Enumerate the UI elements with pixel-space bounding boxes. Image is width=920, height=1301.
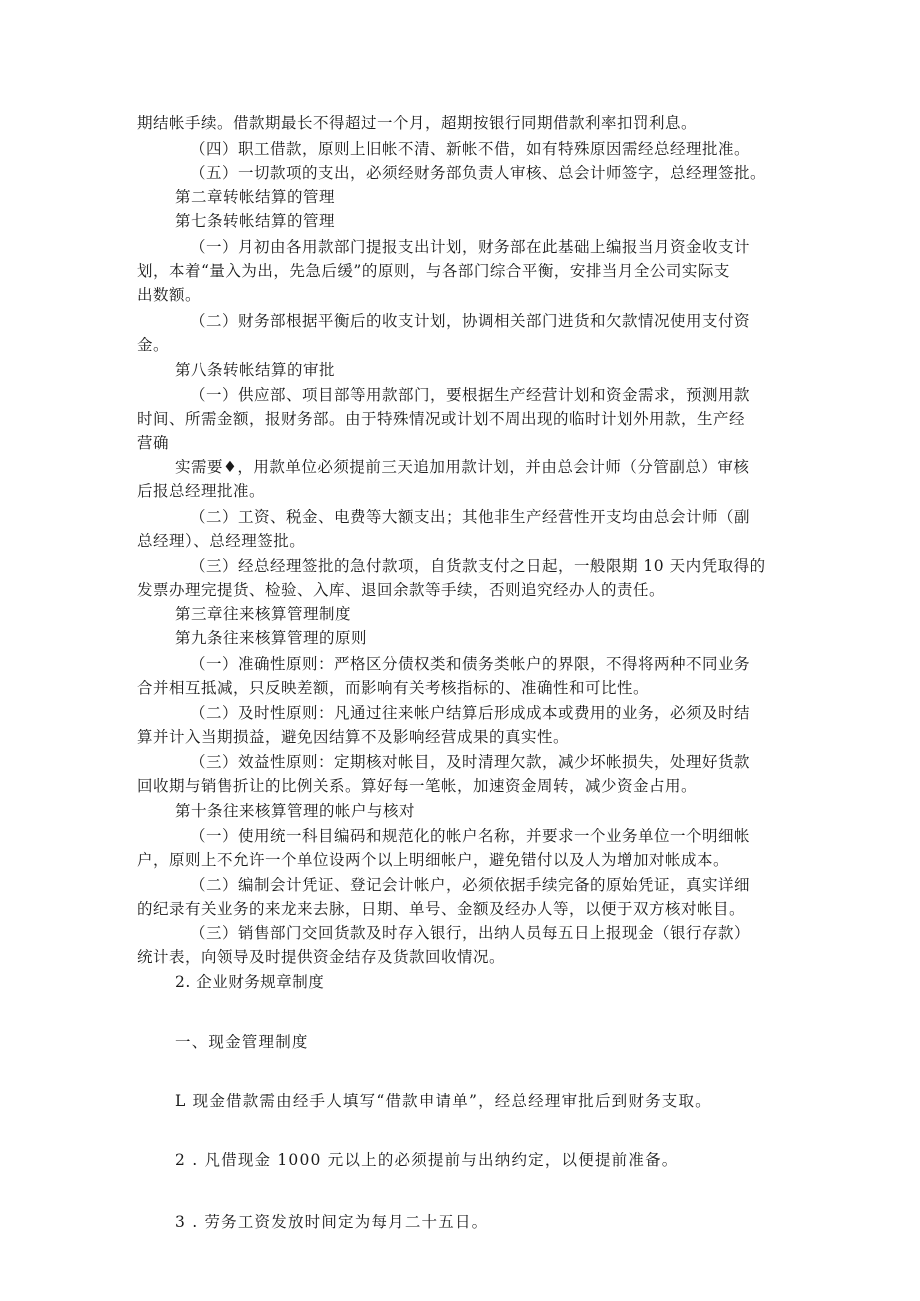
article-heading: 第九条往来核算管理的原则 [175, 629, 368, 647]
text-line: （一）准确性原则：严格区分债权类和债务类帐户的界限，不得将两种不同业务 [190, 655, 751, 673]
text-line: 回收期与销售折让的比例关系。算好每一笔帐，加速资金周转，减少资金占用。 [137, 777, 698, 795]
text-line: （二）及时性原则：凡通过往来帐户结算后形成成本或费用的业务，必须及时结 [190, 704, 751, 722]
text-line: 统计表，向领导及时提供资金结存及货款回收情况。 [137, 948, 506, 966]
text-line: 后报总经理批准。 [137, 482, 266, 500]
text-line: 户，原则上不允许一个单位设两个以上明细帐户，避免错付以及人为增加对帐成本。 [137, 851, 730, 869]
section-heading: 2. 企业财务规章制度 [175, 973, 325, 991]
text-line: （四）职工借款，原则上旧帐不清、新帐不借，如有特殊原因需经总经理批准。 [190, 140, 751, 158]
text-line: 出数额。 [137, 286, 202, 304]
text-line: （二）工资、税金、电费等大额支出；其他非生产经营性开支均由总会计师（副 [190, 508, 751, 526]
text-line: 总经理）、总经理签批。 [137, 532, 306, 550]
chapter-heading: 第二章转帐结算的管理 [175, 188, 336, 206]
text-line: 期结帐手续。借款期最长不得超过一个月，超期按银行同期借款利率扣罚利息。 [137, 114, 698, 132]
text-line: 划，本着“量入为出，先急后缓”的原则，与各部门综合平衡，安排当月全公司实际支 [137, 262, 730, 280]
text-line: 发票办理完提货、检验、入库、退回余款等手续，否则追究经办人的责任。 [137, 581, 666, 599]
text-line: （三）销售部门交回货款及时存入银行，出纳人员每五日上报现金（银行存款） [190, 924, 751, 942]
text-line: 营确 [137, 434, 170, 452]
article-heading: 第十条往来核算管理的帐户与核对 [175, 802, 416, 820]
text-line: 实需要♦，用款单位必须提前三天追加用款计划，并由总会计师（分管副总）审核 [175, 458, 750, 476]
list-item: 3 . 劳务工资发放时间定为每月二十五日。 [175, 1213, 489, 1231]
text-line: （一）月初由各用款部门提报支出计划，财务部在此基础上编报当月资金收支计 [190, 238, 751, 256]
list-item: 2 . 凡借现金 1000 元以上的必须提前与出纳约定，以便提前准备。 [175, 1151, 679, 1169]
text-line: （二）编制会计凭证、登记会计帐户，必须依据手续完备的原始凭证，真实详细 [190, 876, 751, 894]
text-line: （一）使用统一科目编码和规范化的帐户名称，并要求一个业务单位一个明细帐 [190, 827, 751, 845]
text-line: （五）一切款项的支出，必须经财务部负责人审核、总会计师签字，总经理签批。 [190, 164, 767, 182]
text-line: 时间、所需金额，报财务部。由于特殊情况或计划不周出现的临时计划外用款，生产经 [137, 410, 746, 428]
text-line: （三）经总经理签批的急付款项，自货款支付之日起，一般限期 10 天内凭取得的 [190, 557, 766, 575]
article-heading: 第七条转帐结算的管理 [175, 212, 336, 230]
text-line: 金。 [137, 336, 170, 354]
text-line: 的纪录有关业务的来龙来去脉，日期、单号、金额及经办人等，以便于双方核对帐目。 [137, 900, 746, 918]
list-item: L 现金借款需由经手人填写“借款申请单”，经总经理审批后到财务支取。 [175, 1092, 712, 1110]
text-line: （三）效益性原则：定期核对帐目，及时清理欠款，减少坏帐损失，处理好货款 [190, 753, 751, 771]
text-line: 算并计入当期损益，避免因结算不及影响经营成果的真实性。 [137, 728, 570, 746]
article-heading: 第八条转帐结算的审批 [175, 361, 336, 379]
text-line: （二）财务部根据平衡后的收支计划，协调相关部门进货和欠款情况使用支付资 [190, 312, 751, 330]
chapter-heading: 第三章往来核算管理制度 [175, 605, 352, 623]
text-line: （一）供应部、项目部等用款部门，要根据生产经营计划和资金需求，预测用款 [190, 386, 751, 404]
text-line: 合并相互抵减，只反映差额，而影响有关考核指标的、准确性和可比性。 [137, 679, 650, 697]
section-heading: 一、现金管理制度 [175, 1033, 309, 1051]
